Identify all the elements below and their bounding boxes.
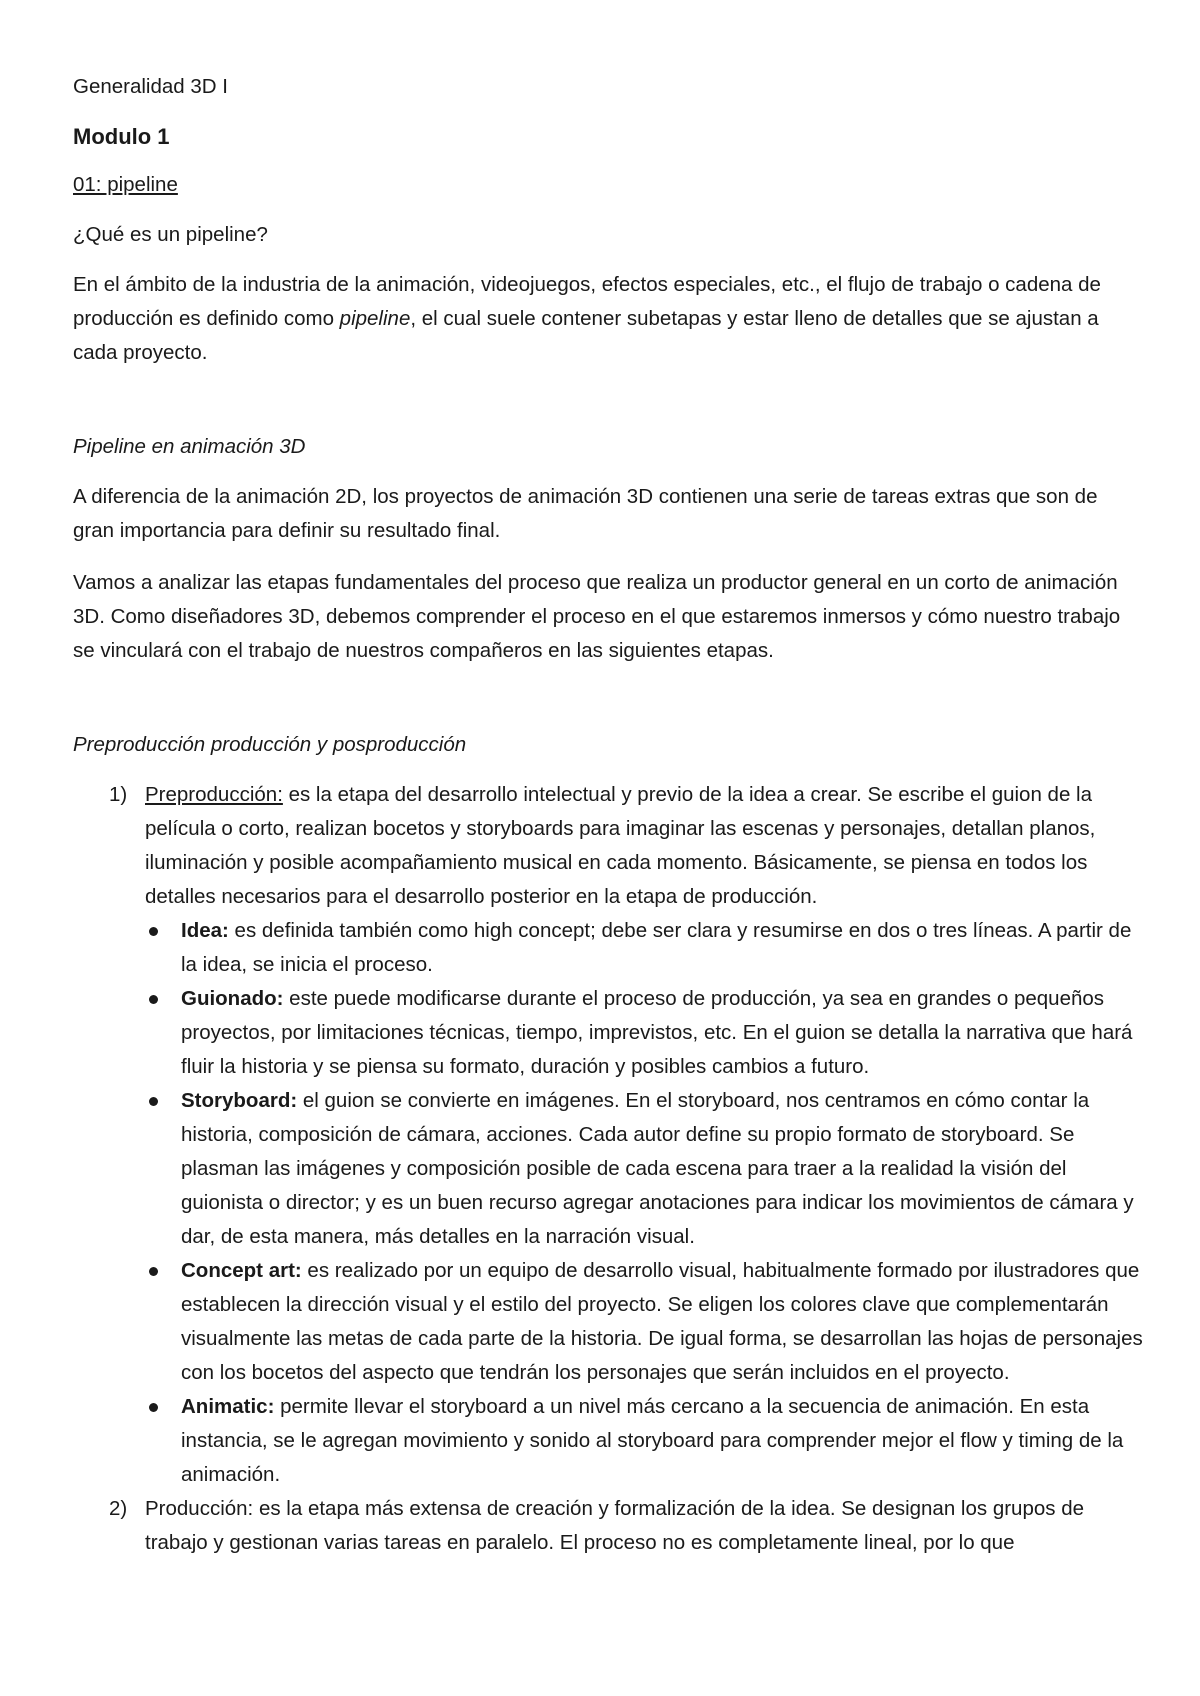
bullet-text: es realizado por un equipo de desarrollo visual, habitualmente formado por ilustradores que establecen la dirección visual y el estilo del proyecto. Se eligen los colores clave que complementarán visualmente las metas de cada parte de la historia. De igual forma, se desarrollan las hojas de personajes con los bocetos del aspecto que tendrán los personajes que serán incluidos en el proyecto. — [181, 1259, 1143, 1384]
bullet-term: Guionado: — [181, 987, 284, 1010]
text-preproduccion: es la etapa del desarrollo intelectual y previo de la idea a crear. Se escribe el guion de la película o corto, realizan bocetos y storyboards para imaginar las escenas y personajes, detallan planos, iluminación y posible acompañamiento musical en cada momento. Básicamente, se piensa en todos los detalles necesarios para el desarrollo posterior en la etapa de producción. — [145, 783, 1096, 908]
intro-paragraph — [73, 268, 1143, 370]
bullet-term: Idea: — [181, 919, 229, 942]
bullet-text: es definida también como high concept; debe ser clara y resumirse en dos o tres líneas. A partir de la idea, se inicia el proceso. — [181, 919, 1132, 976]
list-number: 1) — [109, 783, 128, 806]
question-heading: ¿Qué es un pipeline? — [73, 223, 268, 246]
bullet-dot-icon — [149, 1403, 158, 1412]
term-preproduccion: Preproducción: — [145, 783, 283, 806]
bullet-dot-icon — [149, 995, 158, 1004]
bullet-text: este puede modificarse durante el proceso de producción, ya sea en grandes o pequeños proyectos, por limitaciones técnicas, tiempo, imprevistos, etc. En el guion se detalla la narrativa que hará fluir la historia y se piensa su formato, duración y posibles cambios a futuro. — [181, 987, 1133, 1078]
bullet-dot-icon — [149, 1267, 158, 1276]
preproduccion-bullet-list — [145, 914, 1143, 1492]
bullet-term: Storyboard: — [181, 1089, 298, 1112]
list-item-preproduccion — [73, 778, 1143, 1492]
module-title: Modulo 1 — [73, 124, 170, 149]
bullet-item-guionado — [145, 982, 1143, 1084]
text-produccion: Producción: es la etapa más extensa de creación y formalización de la idea. Se designan los grupos de trabajo y gestionan varias tareas en paralelo. El proceso no es completamente lineal, por lo que — [145, 1497, 1085, 1554]
bullet-item-idea — [145, 914, 1143, 982]
bullet-dot-icon — [149, 1097, 158, 1106]
lesson-title: 01: pipeline — [73, 173, 178, 196]
bullet-item-concept-art — [145, 1254, 1143, 1390]
paragraph-stages-analysis: Vamos a analizar las etapas fundamentales del proceso que realiza un productor general en un corto de animación 3D. Como diseñadores 3D, debemos comprender el proceso en el que estaremos inmersos y cómo nuestro trabajo se vinculará con el trabajo de nuestros compañeros en las siguientes etapas. — [73, 571, 1121, 662]
bullet-item-storyboard — [145, 1084, 1143, 1254]
bullet-item-animatic — [145, 1390, 1143, 1492]
intro-italic-term: pipeline — [339, 307, 411, 330]
intro-text-after: , el cual suele contener subetapas y estar lleno de detalles que se ajustan a cada proyecto. — [73, 307, 1099, 364]
section-heading-pipeline-3d: Pipeline en animación 3D — [73, 435, 306, 458]
bullet-term: Animatic: — [181, 1395, 275, 1418]
bullet-term: Concept art: — [181, 1259, 302, 1282]
doc-title: Generalidad 3D I — [73, 75, 228, 98]
section-heading-stages: Preproducción producción y posproducción — [73, 733, 467, 756]
intro-text-before: En el ámbito de la industria de la animación, videojuegos, efectos especiales, etc., el flujo de trabajo o cadena de producción es definido como — [73, 273, 1101, 330]
document-body — [73, 70, 1143, 1560]
bullet-text: permite llevar el storyboard a un nivel más cercano a la secuencia de animación. En esta instancia, se le agregan movimiento y sonido al storyboard para comprender mejor el flow y timing de la animación. — [181, 1395, 1124, 1486]
bullet-text: el guion se convierte en imágenes. En el storyboard, nos centramos en cómo contar la historia, composición de cámara, acciones. Cada autor define su propio formato de storyboard. Se plasman las imágenes y composición posible de cada escena para traer a la realidad la visión del guionista o director; y es un buen recurso agregar anotaciones para indicar los movimientos de cámara y dar, de esta manera, más detalles en la narración visual. — [181, 1089, 1134, 1248]
list-item-produccion — [73, 1492, 1143, 1560]
list-number: 2) — [109, 1497, 128, 1520]
paragraph-differences-2d: A diferencia de la animación 2D, los proyectos de animación 3D contienen una serie de tareas extras que son de gran importancia para definir su resultado final. — [73, 485, 1098, 542]
bullet-dot-icon — [149, 927, 158, 936]
